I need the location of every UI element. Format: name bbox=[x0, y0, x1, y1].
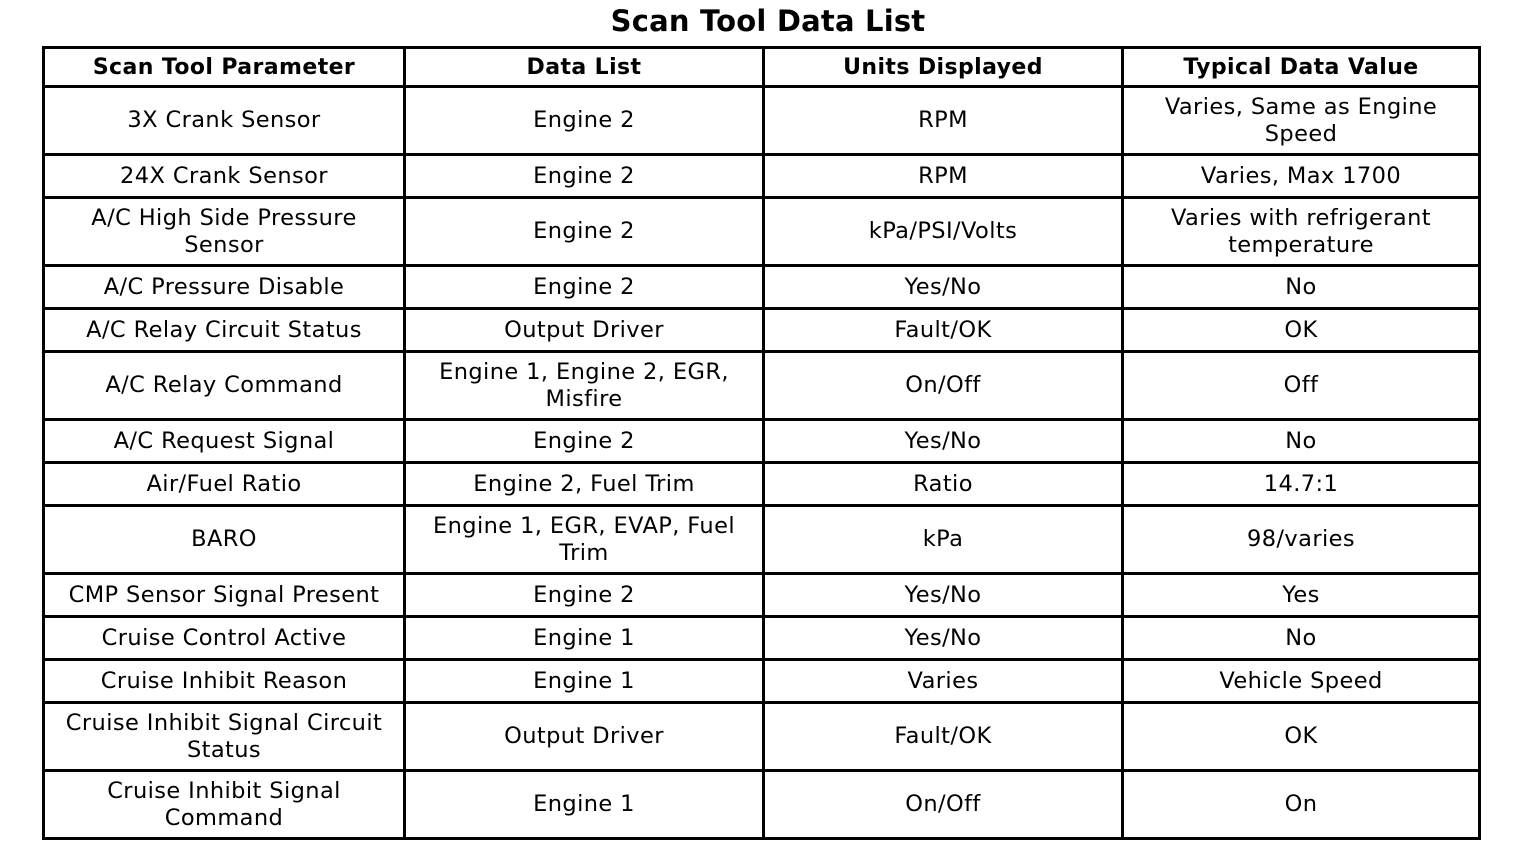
table-header-row bbox=[44, 48, 1480, 87]
cell-typical-value: On bbox=[1123, 771, 1480, 839]
cell-parameter: Cruise Inhibit Signal Command bbox=[44, 771, 405, 839]
cell-typical-value: Varies, Max 1700 bbox=[1123, 155, 1480, 198]
table-row bbox=[44, 420, 1480, 463]
table-row bbox=[44, 506, 1480, 574]
cell-typical-value: Varies with refrigerant temperature bbox=[1123, 198, 1480, 266]
table-row bbox=[44, 660, 1480, 703]
scan-tool-data-table bbox=[42, 46, 1481, 840]
table-row bbox=[44, 309, 1480, 352]
table-row bbox=[44, 574, 1480, 617]
header-typical-data-value: Typical Data Value bbox=[1123, 48, 1480, 87]
cell-parameter: Cruise Inhibit Reason bbox=[44, 660, 405, 703]
cell-data-list: Engine 1 bbox=[405, 617, 764, 660]
cell-units: kPa bbox=[764, 506, 1123, 574]
cell-typical-value: Vehicle Speed bbox=[1123, 660, 1480, 703]
header-scan-tool-parameter: Scan Tool Parameter bbox=[44, 48, 405, 87]
cell-units: kPa/PSI/Volts bbox=[764, 198, 1123, 266]
cell-units: Ratio bbox=[764, 463, 1123, 506]
cell-parameter: 3X Crank Sensor bbox=[44, 87, 405, 155]
cell-units: RPM bbox=[764, 87, 1123, 155]
table-row bbox=[44, 463, 1480, 506]
table-row bbox=[44, 87, 1480, 155]
cell-units: Yes/No bbox=[764, 574, 1123, 617]
cell-data-list: Engine 2 bbox=[405, 87, 764, 155]
cell-typical-value: No bbox=[1123, 266, 1480, 309]
cell-parameter: A/C High Side Pressure Sensor bbox=[44, 198, 405, 266]
cell-data-list: Output Driver bbox=[405, 309, 764, 352]
cell-parameter: CMP Sensor Signal Present bbox=[44, 574, 405, 617]
cell-typical-value: OK bbox=[1123, 703, 1480, 771]
header-units-displayed: Units Displayed bbox=[764, 48, 1123, 87]
cell-parameter: A/C Relay Command bbox=[44, 352, 405, 420]
cell-units: On/Off bbox=[764, 771, 1123, 839]
cell-data-list: Engine 2, Fuel Trim bbox=[405, 463, 764, 506]
cell-typical-value: Varies, Same as Engine Speed bbox=[1123, 87, 1480, 155]
cell-data-list: Engine 1 bbox=[405, 771, 764, 839]
table-row bbox=[44, 266, 1480, 309]
cell-parameter: BARO bbox=[44, 506, 405, 574]
cell-parameter: Cruise Control Active bbox=[44, 617, 405, 660]
cell-data-list: Engine 2 bbox=[405, 198, 764, 266]
cell-parameter: Cruise Inhibit Signal Circuit Status bbox=[44, 703, 405, 771]
cell-data-list: Engine 1 bbox=[405, 660, 764, 703]
cell-typical-value: Off bbox=[1123, 352, 1480, 420]
cell-data-list: Output Driver bbox=[405, 703, 764, 771]
table-row bbox=[44, 771, 1480, 839]
table-row bbox=[44, 198, 1480, 266]
cell-typical-value: 14.7:1 bbox=[1123, 463, 1480, 506]
cell-typical-value: 98/varies bbox=[1123, 506, 1480, 574]
page-title: Scan Tool Data List bbox=[610, 4, 926, 38]
cell-data-list: Engine 2 bbox=[405, 266, 764, 309]
cell-data-list: Engine 1, Engine 2, EGR, Misfire bbox=[405, 352, 764, 420]
cell-data-list: Engine 1, EGR, EVAP, Fuel Trim bbox=[405, 506, 764, 574]
cell-units: Fault/OK bbox=[764, 309, 1123, 352]
cell-typical-value: No bbox=[1123, 617, 1480, 660]
cell-parameter: Air/Fuel Ratio bbox=[44, 463, 405, 506]
cell-data-list: Engine 2 bbox=[405, 420, 764, 463]
cell-parameter: A/C Relay Circuit Status bbox=[44, 309, 405, 352]
cell-units: RPM bbox=[764, 155, 1123, 198]
cell-typical-value: No bbox=[1123, 420, 1480, 463]
table-row bbox=[44, 352, 1480, 420]
cell-units: Fault/OK bbox=[764, 703, 1123, 771]
cell-typical-value: Yes bbox=[1123, 574, 1480, 617]
cell-parameter: A/C Pressure Disable bbox=[44, 266, 405, 309]
cell-units: Yes/No bbox=[764, 617, 1123, 660]
header-data-list: Data List bbox=[405, 48, 764, 87]
table-row bbox=[44, 703, 1480, 771]
cell-units: Yes/No bbox=[764, 420, 1123, 463]
cell-parameter: A/C Request Signal bbox=[44, 420, 405, 463]
cell-data-list: Engine 2 bbox=[405, 574, 764, 617]
table-row bbox=[44, 155, 1480, 198]
cell-parameter: 24X Crank Sensor bbox=[44, 155, 405, 198]
cell-units: Varies bbox=[764, 660, 1123, 703]
table-row bbox=[44, 617, 1480, 660]
cell-typical-value: OK bbox=[1123, 309, 1480, 352]
cell-data-list: Engine 2 bbox=[405, 155, 764, 198]
cell-units: Yes/No bbox=[764, 266, 1123, 309]
cell-units: On/Off bbox=[764, 352, 1123, 420]
